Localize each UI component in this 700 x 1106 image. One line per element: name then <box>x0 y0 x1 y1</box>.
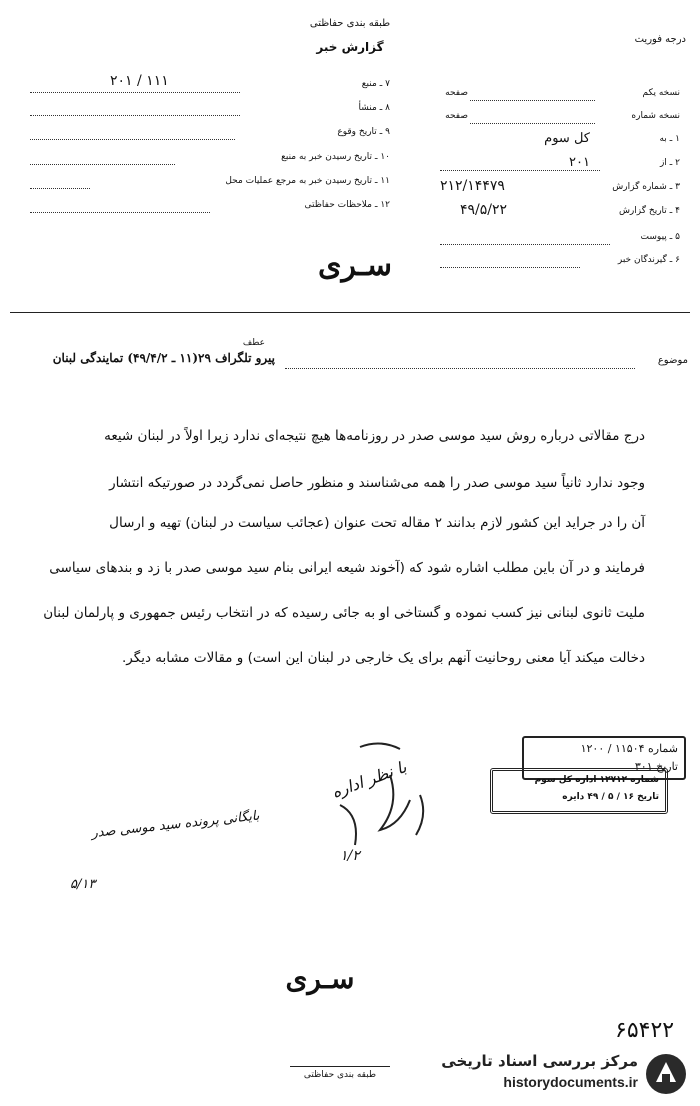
field-report-date-label: ۴ ـ تاریخ گزارش <box>618 206 680 216</box>
margin-note-left-date: ۵/۱۳ <box>70 877 96 892</box>
bottom-classification-stamp: سـری <box>285 962 355 995</box>
brand-name-fa: مرکز بررسی اسناد تاریخی <box>441 1052 638 1070</box>
registration-stamp-line1: شماره ۱۱۵۰۴ / ۱۲۰۰ <box>580 742 678 755</box>
body-line-4: فرمایند و در آن باین مطلب اشاره شود که (آخوند شیعه ایرانی بنام سید موسی صدر با زد و بندهای سیاسی <box>49 560 645 576</box>
subject-prefix: عطف <box>242 338 265 348</box>
field-attachment-label: ۵ ـ پیوست <box>640 232 680 242</box>
field-copy-number-label: نسخه شماره <box>631 111 680 121</box>
body-line-1: درج مقالاتی درباره روش سید موسی صدر در روزنامه‌ها هیچ نتیجه‌ای ندارد زیرا اولاً در لبنان شیعه <box>104 428 645 444</box>
field-copy-one-label: نسخه یکم <box>642 88 680 98</box>
field-source-value: ۲۰۱ / ۱۱۱ <box>110 73 169 89</box>
margin-note-left: بایگانی پرونده سید موسی صدر <box>90 808 261 842</box>
field-recipients-label: ۶ ـ گیرندگان خبر <box>617 255 680 265</box>
watermark-brand <box>440 1050 690 1098</box>
field-from-label: ۲ ـ از <box>659 158 680 168</box>
field-receive-source-label: ۱۰ ـ تاریخ رسیدن خبر به منبع <box>281 152 390 162</box>
field-to-value: کل سوم <box>544 131 590 146</box>
subject-label: موضوع <box>657 355 688 366</box>
body-line-2: وجود ندارد ثانیاً سید موسی صدر را همه می‌شناسند و منظور حاصل نمی‌گردد در صورتیکه انتشار <box>109 475 645 491</box>
office-stamp <box>490 768 668 814</box>
field-report-number-value: ۲۱۲/۱۴۴۷۹ <box>440 178 505 194</box>
margin-note-center: با نظر اداره <box>329 757 409 802</box>
field-origin-label: ۸ ـ منشأ <box>358 103 390 113</box>
field-from-value: ۲۰۱ <box>569 155 590 170</box>
signature-short: ۱/۲ <box>340 848 360 864</box>
handwritten-signature-icon <box>300 735 470 865</box>
field-copy-one-page: صفحه <box>445 88 468 98</box>
body-line-5: ملیت ثانوی لبنانی نیز کسب نموده و گستاخی او به جائی رسیده که در انتخاب رئیس جمهوری و پارلمان لبنان <box>43 605 645 621</box>
body-line-3: آن را در جراید این کشور لازم بدانند ۲ مقاله تحت عنوان (عجائب سیاست در لبنان) تهیه و ارسال <box>109 515 645 531</box>
brand-logo-icon <box>644 1052 688 1096</box>
document-number: ۶۵۴۲۲ <box>615 1018 675 1043</box>
field-report-number-label: ۳ ـ شماره گزارش <box>612 182 680 192</box>
subject-text: پیرو تلگراف ۲۹(۱۱ ـ ۴۹/۴/۲) تمایندگی لبنان <box>52 351 275 365</box>
office-stamp-line1: شماره ۱۲۷۱۲ اداره کل سوم <box>534 775 659 785</box>
field-event-date-label: ۹ ـ تاریخ وقوع <box>337 127 390 137</box>
registration-stamp-line2: تاریخ ۳۰۱ <box>634 760 678 773</box>
footer-rule <box>290 1066 390 1067</box>
field-receive-op-label: ۱۱ ـ تاریخ رسیدن خبر به مرجع عملیات محل <box>225 176 390 186</box>
classification-label-top: طبقه بندی حفاظتی <box>309 18 391 29</box>
brand-url: historydocuments.ir <box>503 1074 638 1090</box>
header-divider <box>10 312 690 313</box>
report-title: گزارش خبر <box>316 40 384 54</box>
classification-stamp: سـری <box>318 248 392 283</box>
field-security-notes-label: ۱۲ ـ ملاحظات حفاظتی <box>304 200 390 210</box>
classification-label-bottom: طبقه بندی حفاظتی <box>303 1070 377 1080</box>
priority-label: درجه فوریت <box>634 34 686 45</box>
field-to-label: ۱ ـ به <box>659 134 680 144</box>
body-line-6: دخالت میکند آیا معنی روحانیت آنهم برای یک خارجی در لبنان این است) و مقالات مشابه دیگر. <box>122 650 645 666</box>
office-stamp-line2: تاریخ ۱۶ / ۵ / ۴۹ دایره <box>562 792 659 802</box>
field-report-date-value: ۴۹/۵/۲۲ <box>460 202 508 218</box>
field-copy-number-page: صفحه <box>445 111 468 121</box>
field-source-label: ۷ ـ منبع <box>361 79 390 89</box>
